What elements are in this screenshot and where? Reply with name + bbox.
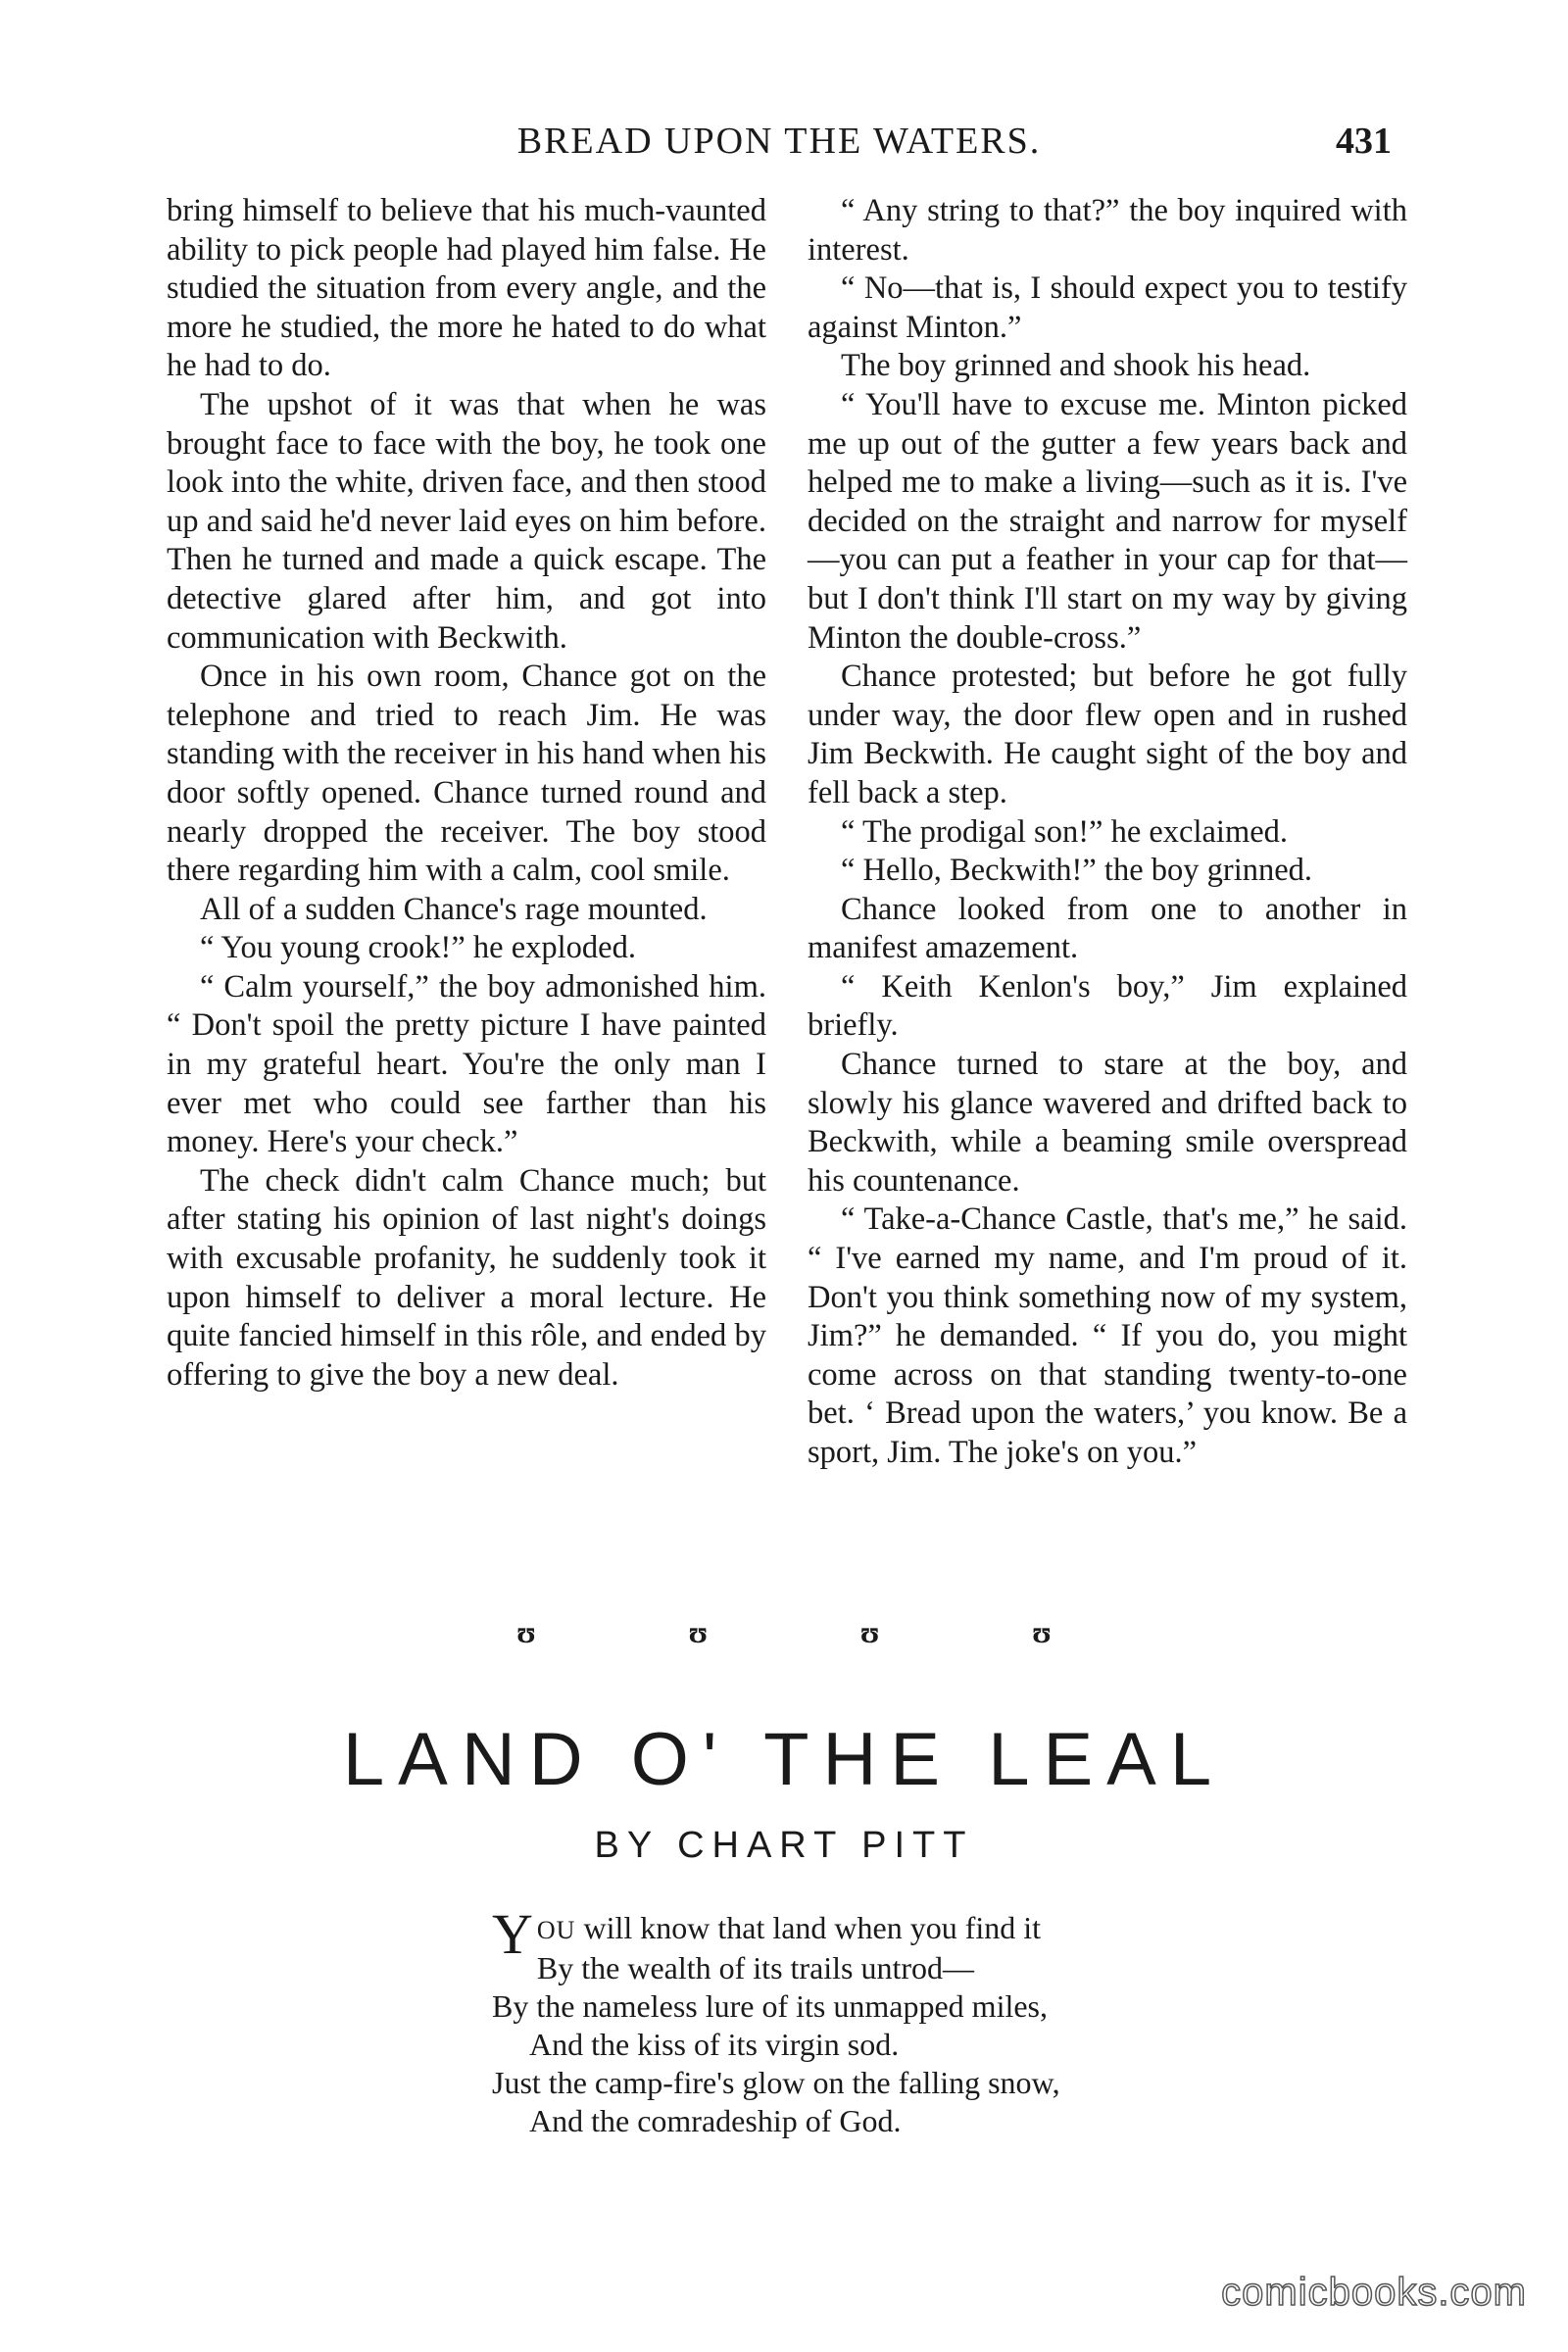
poem-line: And the kiss of its virgin sod. bbox=[529, 2027, 900, 2062]
story-paragraph: Chance looked from one to another in manifest amazement. bbox=[808, 891, 1407, 966]
page-number: 431 bbox=[1336, 121, 1392, 162]
story-paragraph: Chance turned to stare at the boy, and slowly his glance wavered and drifted back to Beckwith, while a beaming smile overspread his countenance. bbox=[808, 1047, 1407, 1199]
first-word-caps: OU bbox=[536, 1916, 576, 1944]
poem-first-line bbox=[492, 1902, 1178, 1966]
poem-byline: BY CHART PITT bbox=[594, 1825, 974, 1866]
story-paragraph: The boy grinned and shook his head. bbox=[841, 348, 1311, 384]
running-title: BREAD UPON THE WATERS. bbox=[516, 121, 1042, 162]
poem-title: LAND O' THE LEAL bbox=[342, 1718, 1226, 1801]
watermark: comicbooks.com bbox=[1221, 2271, 1527, 2314]
right-column bbox=[808, 192, 1407, 1574]
ornament-icon: ʊ bbox=[688, 1614, 709, 1649]
story-paragraph: “ No—that is, I should expect you to testify against Minton.” bbox=[808, 270, 1407, 345]
story-columns bbox=[167, 192, 1407, 1574]
poem-line: By the nameless lure of its unmapped miles, bbox=[492, 1988, 1048, 2024]
story-paragraph: “ Any string to that?” the boy inquired with interest. bbox=[808, 193, 1407, 268]
story-paragraph: “ Calm yourself,” the boy admonished him. “ Don't spoil the pretty picture I have painted in my grateful heart. You're the only man I ever met who could see farther than his money. Here's your check.” bbox=[167, 968, 766, 1160]
story-paragraph: “ You'll have to excuse me. Minton picked me up out of the gutter a few years back and helped me to make a living—such as it is. I've decided on the straight and narrow for myself—you can put a feather in your cap for that—but I don't think I'll start on my way by giving Minton the double-cross.” bbox=[808, 386, 1407, 656]
left-column bbox=[167, 192, 766, 1574]
ornament-icon: ʊ bbox=[516, 1614, 536, 1649]
story-paragraph: All of a sudden Chance's rage mounted. bbox=[200, 891, 708, 927]
story-paragraph: “ The prodigal son!” he exclaimed. bbox=[841, 813, 1289, 850]
drop-cap: Y bbox=[492, 1902, 533, 1966]
story-paragraph: Chance protested; but before he got fully under way, the door flew open and in rushed Jim Beckwith. He caught sight of the boy and fell back a step. bbox=[808, 659, 1407, 810]
story-paragraph: “ Take-a-Chance Castle, that's me,” he said. “ I've earned my name, and I'm proud of it. Don't you think something now of my system, Jim?” he demanded. “ If you do, you might come across on that standing twenty-to-one bet. ‘ Bread upon the waters,’ you know. Be a sport, Jim. The joke's on you.” bbox=[808, 1201, 1407, 1470]
poem-line: By the wealth of its trails untrod— bbox=[536, 1950, 975, 1985]
poem bbox=[492, 1902, 1178, 2140]
story-paragraph: Once in his own room, Chance got on the telephone and tried to reach Jim. He was standing with the receiver in his hand when his door softly opened. Chance turned round and nearly dropped the receiver. The boy stood there regarding him with a calm, cool smile. bbox=[167, 659, 766, 889]
story-paragraph: “ You young crook!” he exploded. bbox=[200, 930, 636, 966]
story-paragraph: bring himself to believe that his much-vaunted ability to pick people had played him false. He studied the situation from every angle, and the more he studied, the more he hated to do what he had to do. bbox=[167, 193, 766, 384]
story-paragraph: The upshot of it was that when he was brought face to face with the boy, he took one look into the white, driven face, and then stood up and said he'd never laid eyes on him before. Then he turned and made a quick escape. The detective glared after him, and got into communication with Beckwith. bbox=[167, 386, 766, 656]
story-paragraph: “ Hello, Beckwith!” the boy grinned. bbox=[841, 853, 1313, 889]
ornament-icon: ʊ bbox=[1032, 1614, 1052, 1649]
ornament-icon: ʊ bbox=[859, 1614, 880, 1649]
poem-line: And the comradeship of God. bbox=[529, 2103, 902, 2138]
story-paragraph: “ Keith Kenlon's boy,” Jim explained briefly. bbox=[808, 968, 1407, 1044]
poem-line: Just the camp-fire's glow on the falling snow, bbox=[492, 2065, 1060, 2100]
running-head bbox=[167, 120, 1392, 169]
first-line-text: will know that land when you find it bbox=[575, 1910, 1042, 1945]
story-paragraph: The check didn't calm Chance much; but after stating his opinion of last night's doings with excusable profanity, he suddenly took it upon himself to deliver a moral lecture. He quite fancied himself in this rôle, and ended by offering to give the boy a new deal. bbox=[167, 1162, 766, 1393]
section-divider bbox=[510, 1615, 1058, 1658]
